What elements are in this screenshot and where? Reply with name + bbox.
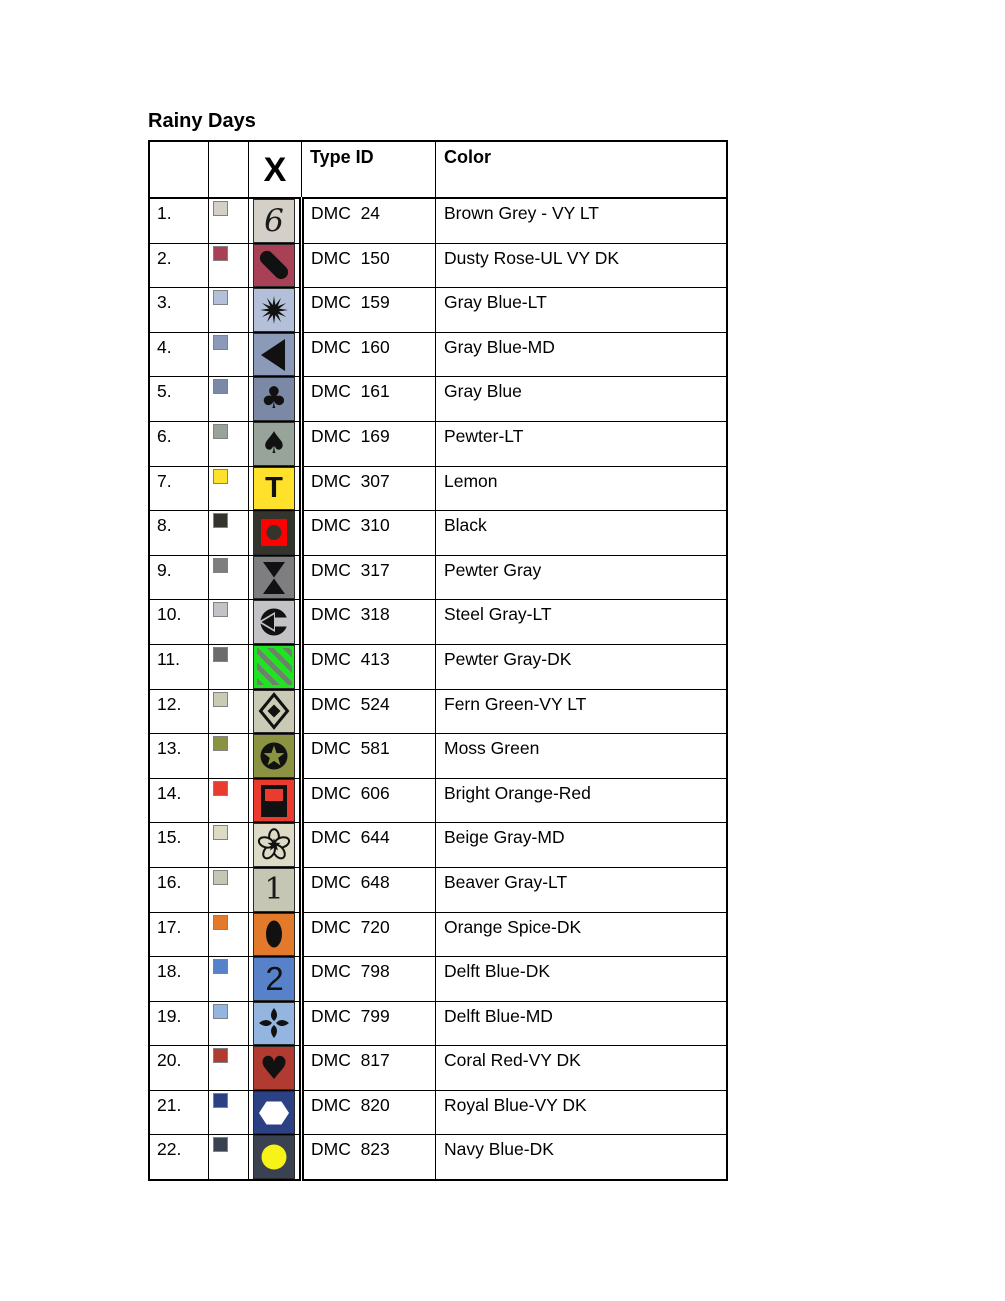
type-id-cell: DMC 799: [302, 1001, 436, 1046]
color-name-cell: Brown Grey - VY LT: [436, 198, 728, 243]
color-name-cell: Steel Gray-LT: [436, 600, 728, 645]
color-swatch: [213, 602, 228, 617]
symbol-box: [253, 467, 295, 511]
row-number: 5.: [149, 377, 209, 422]
type-id-cell: DMC 524: [302, 689, 436, 734]
symbol-cell: [249, 288, 302, 333]
ellipse-icon: [254, 913, 294, 955]
row-number: 9.: [149, 555, 209, 600]
type-id-cell: DMC 820: [302, 1090, 436, 1135]
type-id-cell: DMC 798: [302, 957, 436, 1002]
color-swatch: [213, 379, 228, 394]
half-square-icon: [254, 780, 294, 822]
numeral-two-icon: 2: [265, 959, 283, 997]
color-name-cell: Gray Blue-MD: [436, 332, 728, 377]
color-name-cell: Delft Blue-DK: [436, 957, 728, 1002]
club-icon: ♣: [260, 381, 288, 417]
symbol-box: [253, 600, 295, 644]
row-number: 20.: [149, 1046, 209, 1091]
type-id-cell: DMC 150: [302, 243, 436, 288]
type-id-cell: DMC 310: [302, 511, 436, 556]
type-id-cell: DMC 307: [302, 466, 436, 511]
color-swatch: [213, 424, 228, 439]
symbol-box: [253, 779, 295, 823]
symbol-box: [253, 868, 295, 912]
table-row: [149, 600, 727, 645]
symbol-cell: [249, 867, 302, 912]
table-row: [149, 867, 727, 912]
symbol-box: [253, 333, 295, 377]
table-row: [149, 511, 727, 556]
symbol-cell: [249, 1001, 302, 1046]
color-swatch: [213, 647, 228, 662]
symbol-cell: [249, 1135, 302, 1180]
color-swatch: [213, 201, 228, 216]
type-id-cell: DMC 169: [302, 421, 436, 466]
row-number: 3.: [149, 288, 209, 333]
row-number: 6.: [149, 421, 209, 466]
symbol-box: [253, 957, 295, 1001]
type-id-cell: DMC 413: [302, 644, 436, 689]
color-swatch: [213, 825, 228, 840]
symbol-box: [253, 1091, 295, 1135]
row-number: 21.: [149, 1090, 209, 1135]
color-swatch: [213, 870, 228, 885]
symbol-box: [253, 288, 295, 332]
stripes-icon: [257, 648, 292, 685]
table-row: [149, 1046, 727, 1091]
type-id-cell: DMC 817: [302, 1046, 436, 1091]
symbol-box: [253, 734, 295, 778]
color-name-cell: Dusty Rose-UL VY DK: [436, 243, 728, 288]
table-row: [149, 957, 727, 1002]
circle-star-icon: [254, 735, 294, 777]
numeral-six-icon: 6: [264, 202, 284, 239]
symbol-box: [253, 690, 295, 734]
color-name-cell: Gray Blue-LT: [436, 288, 728, 333]
type-id-cell: DMC 159: [302, 288, 436, 333]
starburst-icon: [254, 289, 294, 331]
type-id-cell: DMC 318: [302, 600, 436, 645]
table-row: [149, 377, 727, 422]
symbol-cell: [249, 198, 302, 243]
color-swatch: [213, 290, 228, 305]
page-title: Rainy Days: [148, 110, 256, 132]
swatch-cell: [209, 421, 249, 466]
header-number-blank: [149, 141, 209, 198]
color-name-cell: Pewter Gray-DK: [436, 644, 728, 689]
table-row: [149, 1135, 727, 1180]
color-swatch: [213, 736, 228, 751]
color-swatch: [213, 692, 228, 707]
hourglass-icon: [254, 557, 294, 599]
symbol-box: [253, 422, 295, 466]
color-name-cell: Pewter Gray: [436, 555, 728, 600]
color-name-cell: Gray Blue: [436, 377, 728, 422]
symbol-cell: [249, 1090, 302, 1135]
color-swatch: [213, 513, 228, 528]
row-number: 22.: [149, 1135, 209, 1180]
row-number: 8.: [149, 511, 209, 556]
swatch-cell: [209, 1001, 249, 1046]
color-swatch: [213, 915, 228, 930]
row-number: 16.: [149, 867, 209, 912]
type-id-cell: DMC 581: [302, 734, 436, 779]
table-row: [149, 689, 727, 734]
symbol-box: [253, 244, 295, 288]
type-id-cell: DMC 644: [302, 823, 436, 868]
color-swatch: [213, 781, 228, 796]
table-row: [149, 644, 727, 689]
row-number: 4.: [149, 332, 209, 377]
table-row: [149, 243, 727, 288]
swatch-cell: [209, 198, 249, 243]
circle-arrow-icon: [254, 601, 294, 643]
table-row: [149, 734, 727, 779]
type-id-cell: DMC 648: [302, 867, 436, 912]
swatch-cell: [209, 734, 249, 779]
swatch-cell: [209, 377, 249, 422]
symbol-cell: [249, 957, 302, 1002]
color-name-cell: Royal Blue-VY DK: [436, 1090, 728, 1135]
table-row: [149, 421, 727, 466]
swatch-cell: [209, 511, 249, 556]
row-number: 7.: [149, 466, 209, 511]
color-swatch: [213, 1093, 228, 1108]
row-number: 19.: [149, 1001, 209, 1046]
color-name-cell: Fern Green-VY LT: [436, 689, 728, 734]
symbol-cell: [249, 377, 302, 422]
color-name-cell: Moss Green: [436, 734, 728, 779]
symbol-box: [253, 823, 295, 867]
swatch-cell: [209, 288, 249, 333]
row-number: 15.: [149, 823, 209, 868]
symbol-box: [253, 377, 295, 421]
table-row: [149, 823, 727, 868]
symbol-cell: [249, 421, 302, 466]
type-id-cell: DMC 317: [302, 555, 436, 600]
symbol-cell: [249, 466, 302, 511]
color-name-cell: Navy Blue-DK: [436, 1135, 728, 1180]
color-name-cell: Coral Red-VY DK: [436, 1046, 728, 1091]
header-swatch-blank: [209, 141, 249, 198]
flower-star-icon: [254, 824, 294, 866]
symbol-box: [253, 645, 295, 689]
header-type-id: Type ID: [302, 141, 436, 198]
swatch-cell: [209, 1135, 249, 1180]
symbol-cell: [249, 1046, 302, 1091]
table-row: [149, 1090, 727, 1135]
swatch-cell: [209, 867, 249, 912]
color-name-cell: Beige Gray-MD: [436, 823, 728, 868]
color-name-cell: Black: [436, 511, 728, 556]
triangle-left-icon: [254, 334, 294, 376]
swatch-cell: [209, 689, 249, 734]
symbol-cell: [249, 555, 302, 600]
color-swatch: [213, 1004, 228, 1019]
color-swatch: [213, 335, 228, 350]
type-id-cell: DMC 720: [302, 912, 436, 957]
symbol-cell: [249, 644, 302, 689]
symbol-box: [253, 1046, 295, 1090]
symbol-cell: [249, 778, 302, 823]
type-id-cell: DMC 161: [302, 377, 436, 422]
color-swatch: [213, 246, 228, 261]
swatch-cell: [209, 243, 249, 288]
color-name-cell: Bright Orange-Red: [436, 778, 728, 823]
type-id-cell: DMC 24: [302, 198, 436, 243]
row-number: 11.: [149, 644, 209, 689]
heart-icon: ♥: [259, 1049, 289, 1088]
symbol-cell: [249, 332, 302, 377]
color-swatch: [213, 1048, 228, 1063]
swatch-cell: [209, 1090, 249, 1135]
spade-icon: ♠: [260, 425, 288, 461]
diamond-dot-icon: [254, 690, 294, 732]
numeral-one-icon: 1: [264, 872, 284, 908]
type-id-cell: DMC 160: [302, 332, 436, 377]
color-swatch: [213, 959, 228, 974]
header-color: Color: [436, 141, 728, 198]
type-id-cell: DMC 823: [302, 1135, 436, 1180]
row-number: 12.: [149, 689, 209, 734]
color-swatch: [213, 558, 228, 573]
row-number: 14.: [149, 778, 209, 823]
swatch-cell: [209, 778, 249, 823]
row-number: 18.: [149, 957, 209, 1002]
diagonal-bar-icon: [254, 244, 294, 286]
symbol-box: [253, 511, 295, 555]
symbol-box: [253, 556, 295, 600]
color-name-cell: Pewter-LT: [436, 421, 728, 466]
symbol-cell: [249, 511, 302, 556]
symbol-cell: [249, 912, 302, 957]
quatrefoil-icon: [254, 1002, 294, 1044]
swatch-cell: [209, 555, 249, 600]
table-row: [149, 466, 727, 511]
swatch-cell: [209, 332, 249, 377]
row-number: 2.: [149, 243, 209, 288]
row-number: 1.: [149, 198, 209, 243]
table-row: [149, 288, 727, 333]
swatch-cell: [209, 912, 249, 957]
table-row: [149, 198, 727, 243]
symbol-cell: [249, 689, 302, 734]
row-number: 17.: [149, 912, 209, 957]
type-id-cell: DMC 606: [302, 778, 436, 823]
circle-icon: [254, 1136, 294, 1178]
swatch-cell: [209, 466, 249, 511]
header-symbol-x: X: [249, 141, 302, 198]
color-name-cell: Orange Spice-DK: [436, 912, 728, 957]
table-row: [149, 555, 727, 600]
color-name-cell: Delft Blue-MD: [436, 1001, 728, 1046]
swatch-cell: [209, 823, 249, 868]
color-swatch: [213, 1137, 228, 1152]
row-number: 13.: [149, 734, 209, 779]
color-name-cell: Beaver Gray-LT: [436, 867, 728, 912]
symbol-box: [253, 199, 295, 243]
table-row: [149, 1001, 727, 1046]
color-key-table: [148, 140, 728, 1181]
symbol-cell: [249, 734, 302, 779]
color-name-cell: Lemon: [436, 466, 728, 511]
table-row: [149, 332, 727, 377]
symbol-box: [253, 913, 295, 957]
letter-t-icon: T: [265, 471, 283, 504]
table-row: [149, 912, 727, 957]
header-row: [149, 141, 727, 198]
symbol-box: [253, 1002, 295, 1046]
color-swatch: [213, 469, 228, 484]
symbol-box: [253, 1135, 295, 1179]
row-number: 10.: [149, 600, 209, 645]
swatch-cell: [209, 957, 249, 1002]
symbol-cell: [249, 823, 302, 868]
swatch-cell: [209, 600, 249, 645]
swatch-cell: [209, 1046, 249, 1091]
swatch-cell: [209, 644, 249, 689]
symbol-cell: [249, 243, 302, 288]
table-row: [149, 778, 727, 823]
square-dot-icon: [254, 512, 294, 554]
hexagon-icon: [254, 1092, 294, 1134]
symbol-cell: [249, 600, 302, 645]
